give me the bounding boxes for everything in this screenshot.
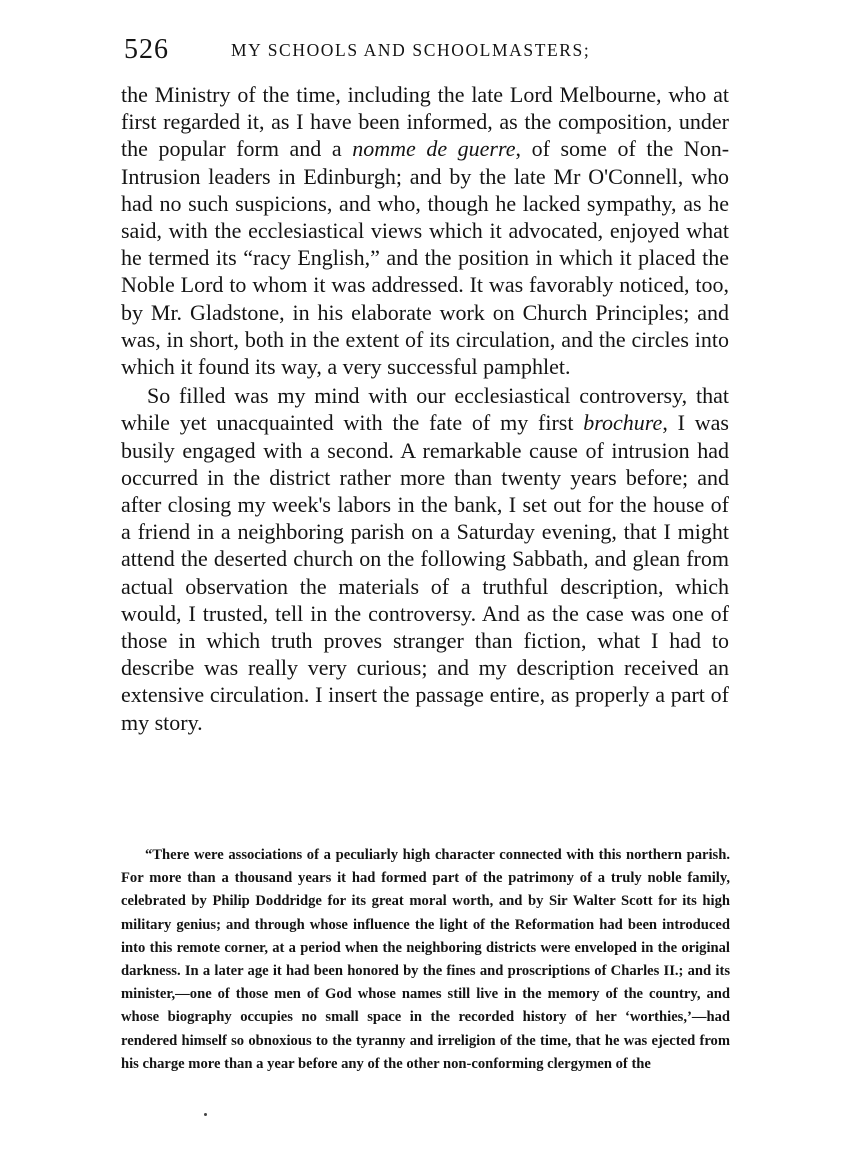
- block-quote: [121, 844, 730, 1076]
- running-header: [124, 30, 730, 70]
- main-text: [121, 81, 729, 736]
- running-title: MY SCHOOLS AND SCHOOLMASTERS;: [231, 40, 591, 60]
- paragraph-text: the Ministry of the time, including the late Lord Melbourne, who at first regarded it, as I have been informed, as the composition, under the popular form and a: [121, 82, 729, 162]
- quote-text: “There were associations of a peculiarly high character connected with this northern parish. For more than a thousand years it had formed part of the patrimony of a truly noble family, celebrated by Philip Doddridge for its great moral worth, and by Sir Walter Scott for its high military genius; and through whose influence the light of the Reformation had been introduced into this remote corner, at a period when the neighboring districts were enveloped in the original darkness. In a later age it had been honored by the fines and proscriptions of Charles II.; and its minister,—one of those men of God whose names still live in the memory of the country, and whose biography occupies no small space in the recorded history of her ‘worthies,’—had rendered himself so obnoxious to the tyranny and irreligion of the time, that he was ejected from his charge more than a year before any of the other non-conforming clergymen of the: [121, 847, 730, 1072]
- paragraph-text: , I was busily engaged with a second. A remarkable cause of intrusion had occurred in the district rather more than twenty years before; and after closing my week's labors in the bank, I set out for the house of a friend in a neighboring parish on a Saturday evening, that I might attend the deserted church on the following Sabbath, and glean from actual observation the materials of a truthful description, which would, I trusted, tell in the controversy. And as the case was one of those in which truth proves stranger than fiction, what I had to describe was really very curious; and my description received an extensive circulation. I insert the passage entire, as properly a part of my story.: [121, 410, 729, 735]
- paragraph-text: , of some of the Non-Intrusion leaders in Edinburgh; and by the late Mr O'Connell, who had no such suspicions, and who, though he lacked sympathy, as he said, with the ecclesiastical views which it advocated, enjoyed what he termed its “racy English,” and the position in which it placed the Noble Lord to whom it was addressed. It was favorably noticed, too, by Mr. Gladstone, in his elaborate work on Church Principles; and was, in short, both in the extent of its circulation, and the circles into which it found its way, a very successful pamphlet.: [121, 136, 730, 380]
- paragraph: [121, 81, 729, 380]
- italic-phrase: brochure: [583, 410, 663, 436]
- page-number: 526: [124, 34, 169, 65]
- paragraph-text: So filled was my mind with our ecclesiastical controversy, that while yet unacquainted with the fate of my first: [121, 383, 729, 436]
- italic-phrase: nomme de guerre: [352, 136, 516, 162]
- paragraph: [121, 382, 729, 736]
- stray-mark: [204, 1113, 207, 1116]
